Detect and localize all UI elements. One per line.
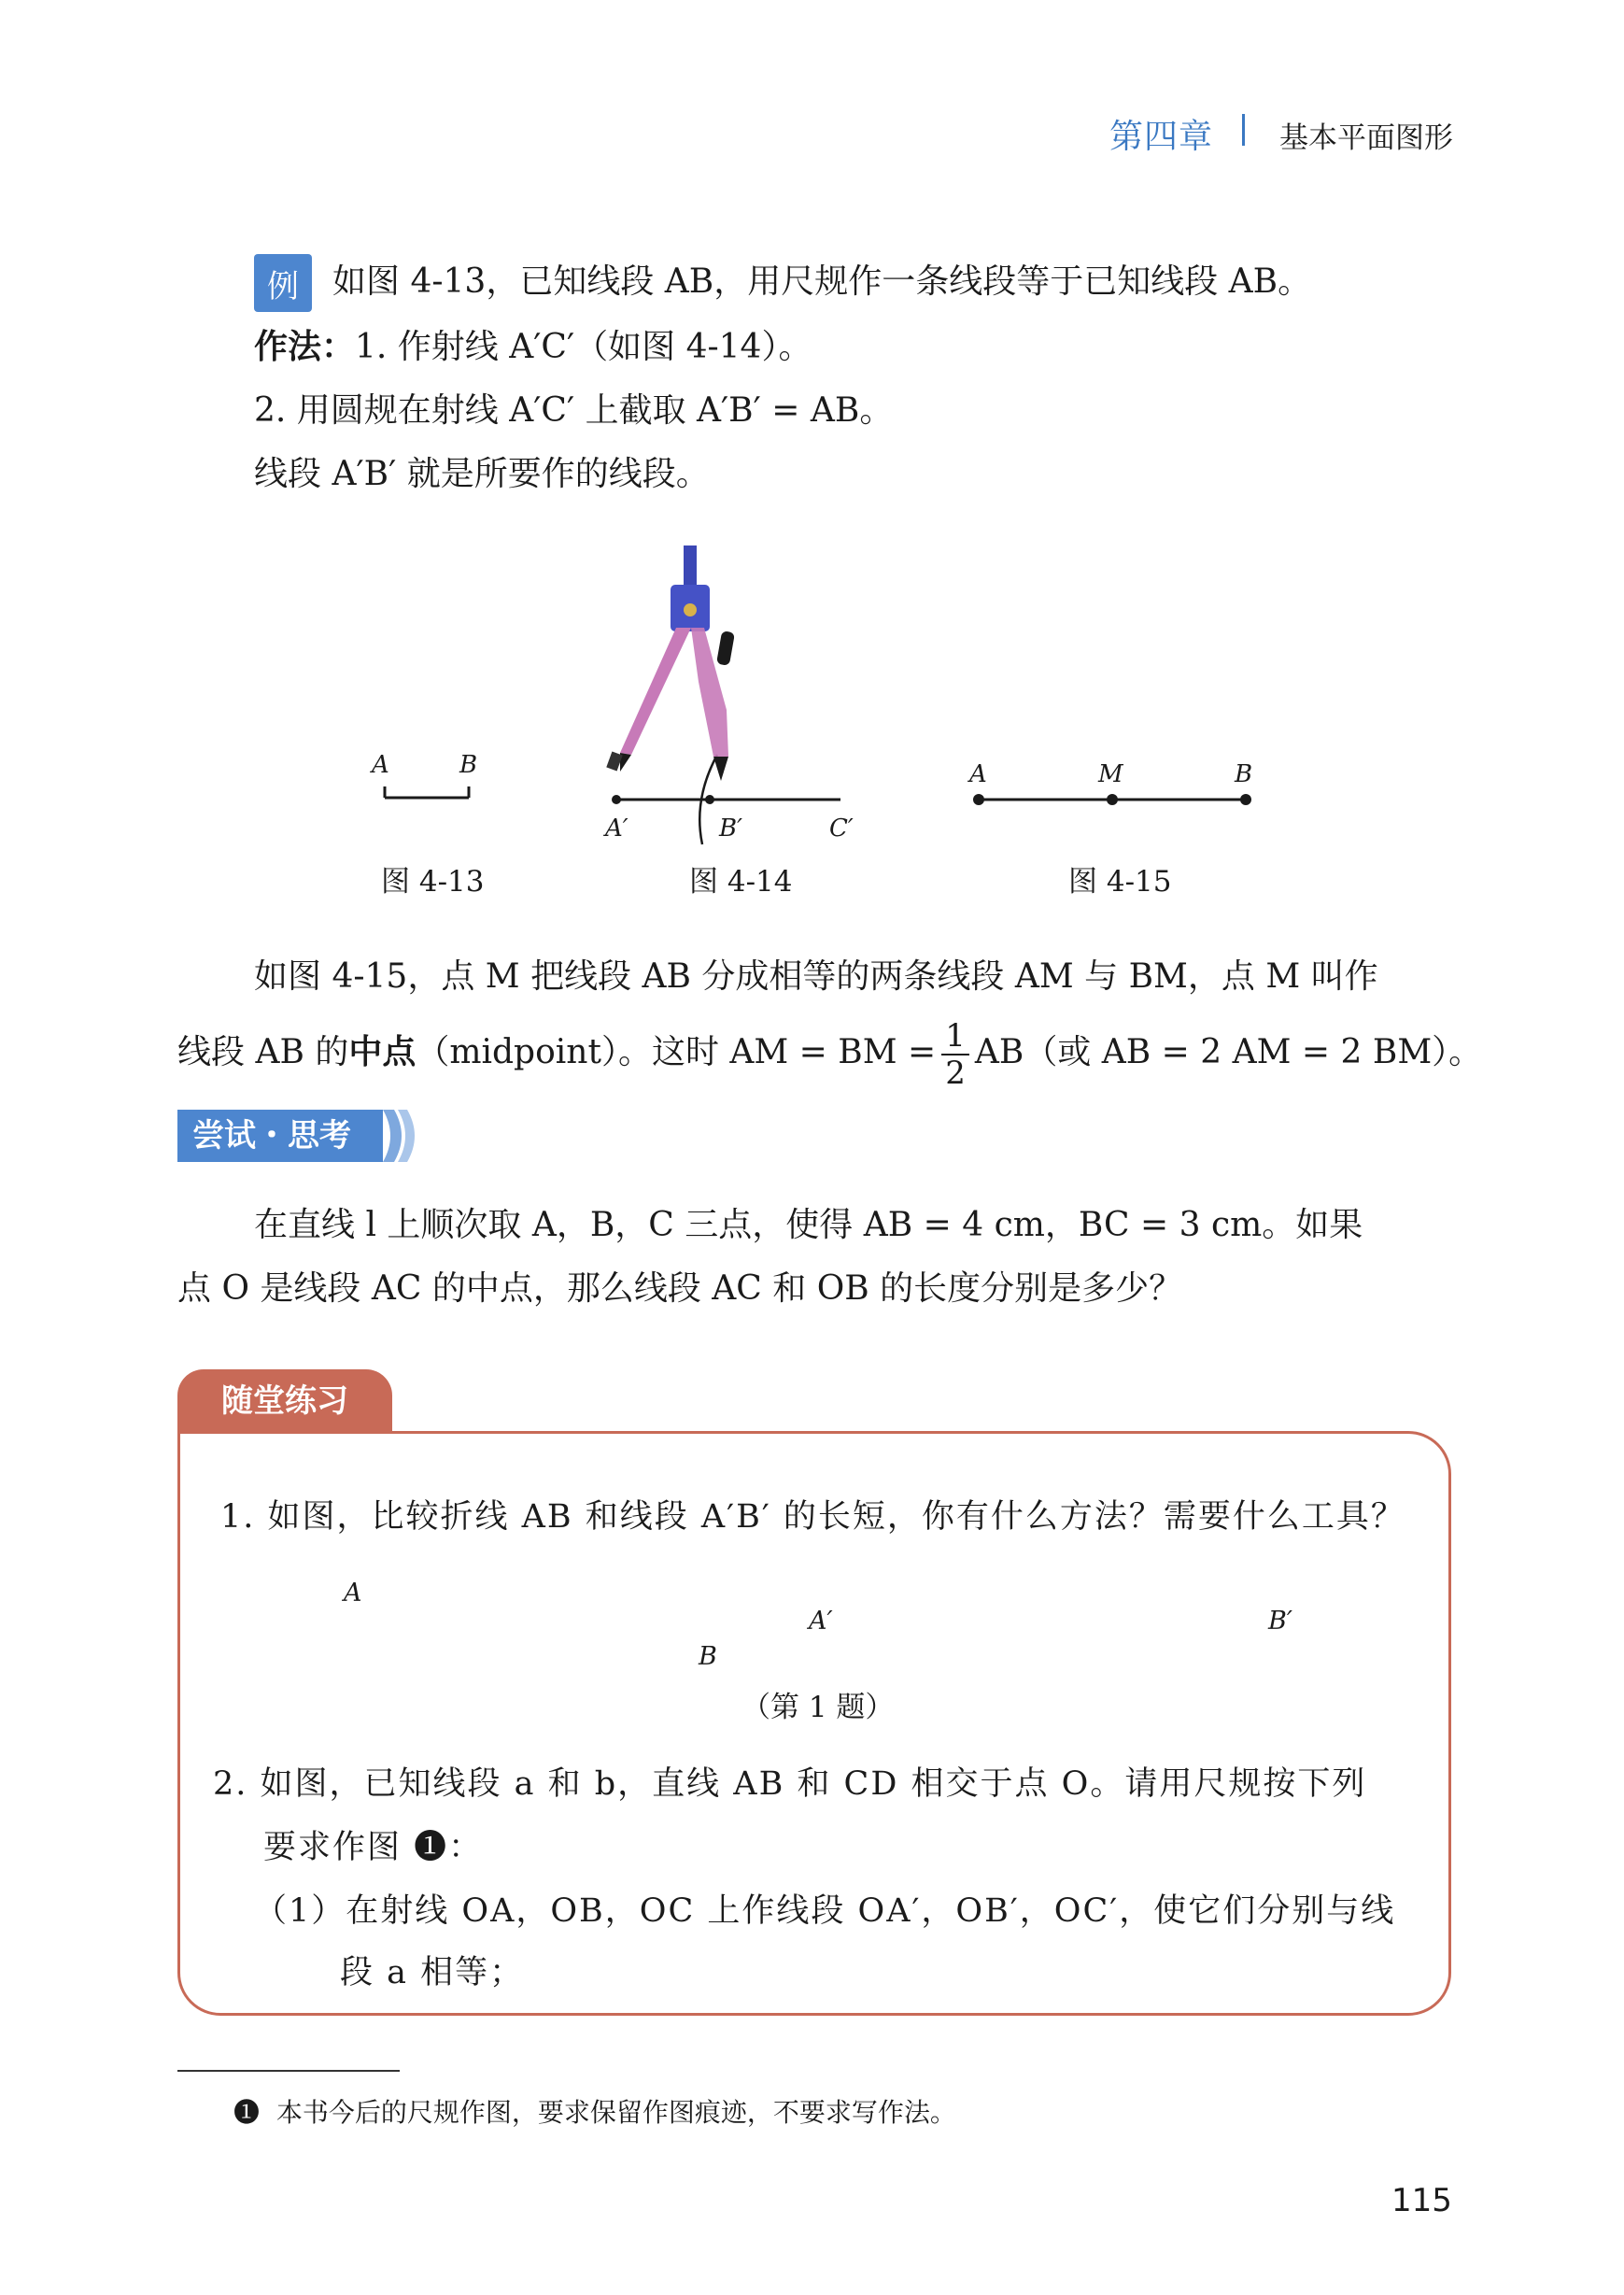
f15-label-a: A [969,760,987,788]
think-label: 尝试・思考 [192,1117,351,1155]
f13-label-a: A [372,751,389,779]
midpoint-term: 中点 [348,1033,417,1071]
method-step2: 2. 用圆规在射线 A′C′ 上截取 A′B′ = AB。 [254,391,894,430]
footnote-mark: ❶ [233,2097,261,2128]
practice-q2-sub1-line1: （1）在射线 OA，OB，OC 上作线段 OA′，OB′，OC′，使它们分别与线 [254,1892,1396,1930]
footnote-rule [177,2070,400,2072]
figure-4-15-segment [973,794,1251,805]
practice-q2-line1: 2. 如图，已知线段 a 和 b，直线 AB 和 CD 相交于点 O。请用尺规按下列 [213,1765,1367,1803]
method-step1: 1. 作射线 A′C′（如图 4-14）。 [355,328,812,366]
midpoint-line2 [177,1018,1482,1091]
q1-label-a-prime: A′ [809,1607,833,1636]
midpoint-line1: 如图 4-15，点 M 把线段 AB 分成相等的两条线段 AM 与 BM，点 M 叫作 [254,957,1378,996]
midpoint-line2-a: 线段 AB 的 [177,1033,349,1071]
chapter-label: 第四章 [1109,118,1214,156]
f13-caption: 图 4-13 [381,865,485,899]
midpoint-line2-b: （midpoint）。这时 AM = BM = [416,1033,937,1071]
compass-icon [606,545,735,781]
f14-label-b: B′ [719,815,743,843]
example-method-row [254,327,812,368]
f13-label-b: B [459,751,478,779]
f15-caption: 图 4-15 [1068,865,1172,899]
method-label: 作法： [254,328,356,366]
footnote-text: 本书今后的尺规作图，要求保留作图痕迹，不要求写作法。 [275,2097,956,2128]
think-line2: 点 O 是线段 AC 的中点，那么线段 AC 和 OB 的长度分别是多少？ [177,1269,1183,1308]
figure-4-13-segment [385,786,469,798]
f14-label-a: A′ [605,815,628,843]
q1-label-b: B [699,1642,717,1671]
practice-q2-line2: 要求作图 ❶： [263,1829,484,1866]
midpoint-line2-c: AB（或 AB = 2 AM = 2 BM）。 [974,1033,1483,1071]
practice-label: 随堂练习 [177,1369,392,1433]
f15-label-m: M [1098,760,1123,788]
example-badge: 例 [254,254,312,312]
page-number: 115 [1391,2182,1452,2219]
chapter-title: 基本平面图形 [1279,121,1453,155]
f15-label-b: B [1235,760,1253,788]
q1-label-a: A [344,1579,362,1608]
q1-caption: （第 1 题） [741,1691,895,1724]
one-half-fraction [941,1018,969,1091]
example-problem: 如图 4-13，已知线段 AB，用尺规作一条线段等于已知线段 AB。 [332,262,1312,301]
example-conclusion: 线段 A′B′ 就是所要作的线段。 [254,455,710,493]
practice-q1: 1. 如图，比较折线 AB 和线段 A′B′ 的长短，你有什么方法？需要什么工具？ [220,1498,1405,1536]
footnote [233,2092,956,2130]
think-line1: 在直线 l 上顺次取 A，B，C 三点，使得 AB = 4 cm，BC = 3 cm。如果 [254,1206,1363,1244]
f14-label-c: C′ [829,815,854,843]
header-separator [1242,114,1245,146]
f14-caption: 图 4-14 [689,865,793,899]
q1-label-b-prime: B′ [1268,1607,1292,1636]
fraction-numerator: 1 [941,1018,969,1055]
practice-q2-sub1-line2: 段 a 相等； [340,1954,525,1991]
fraction-denominator: 2 [945,1055,966,1092]
